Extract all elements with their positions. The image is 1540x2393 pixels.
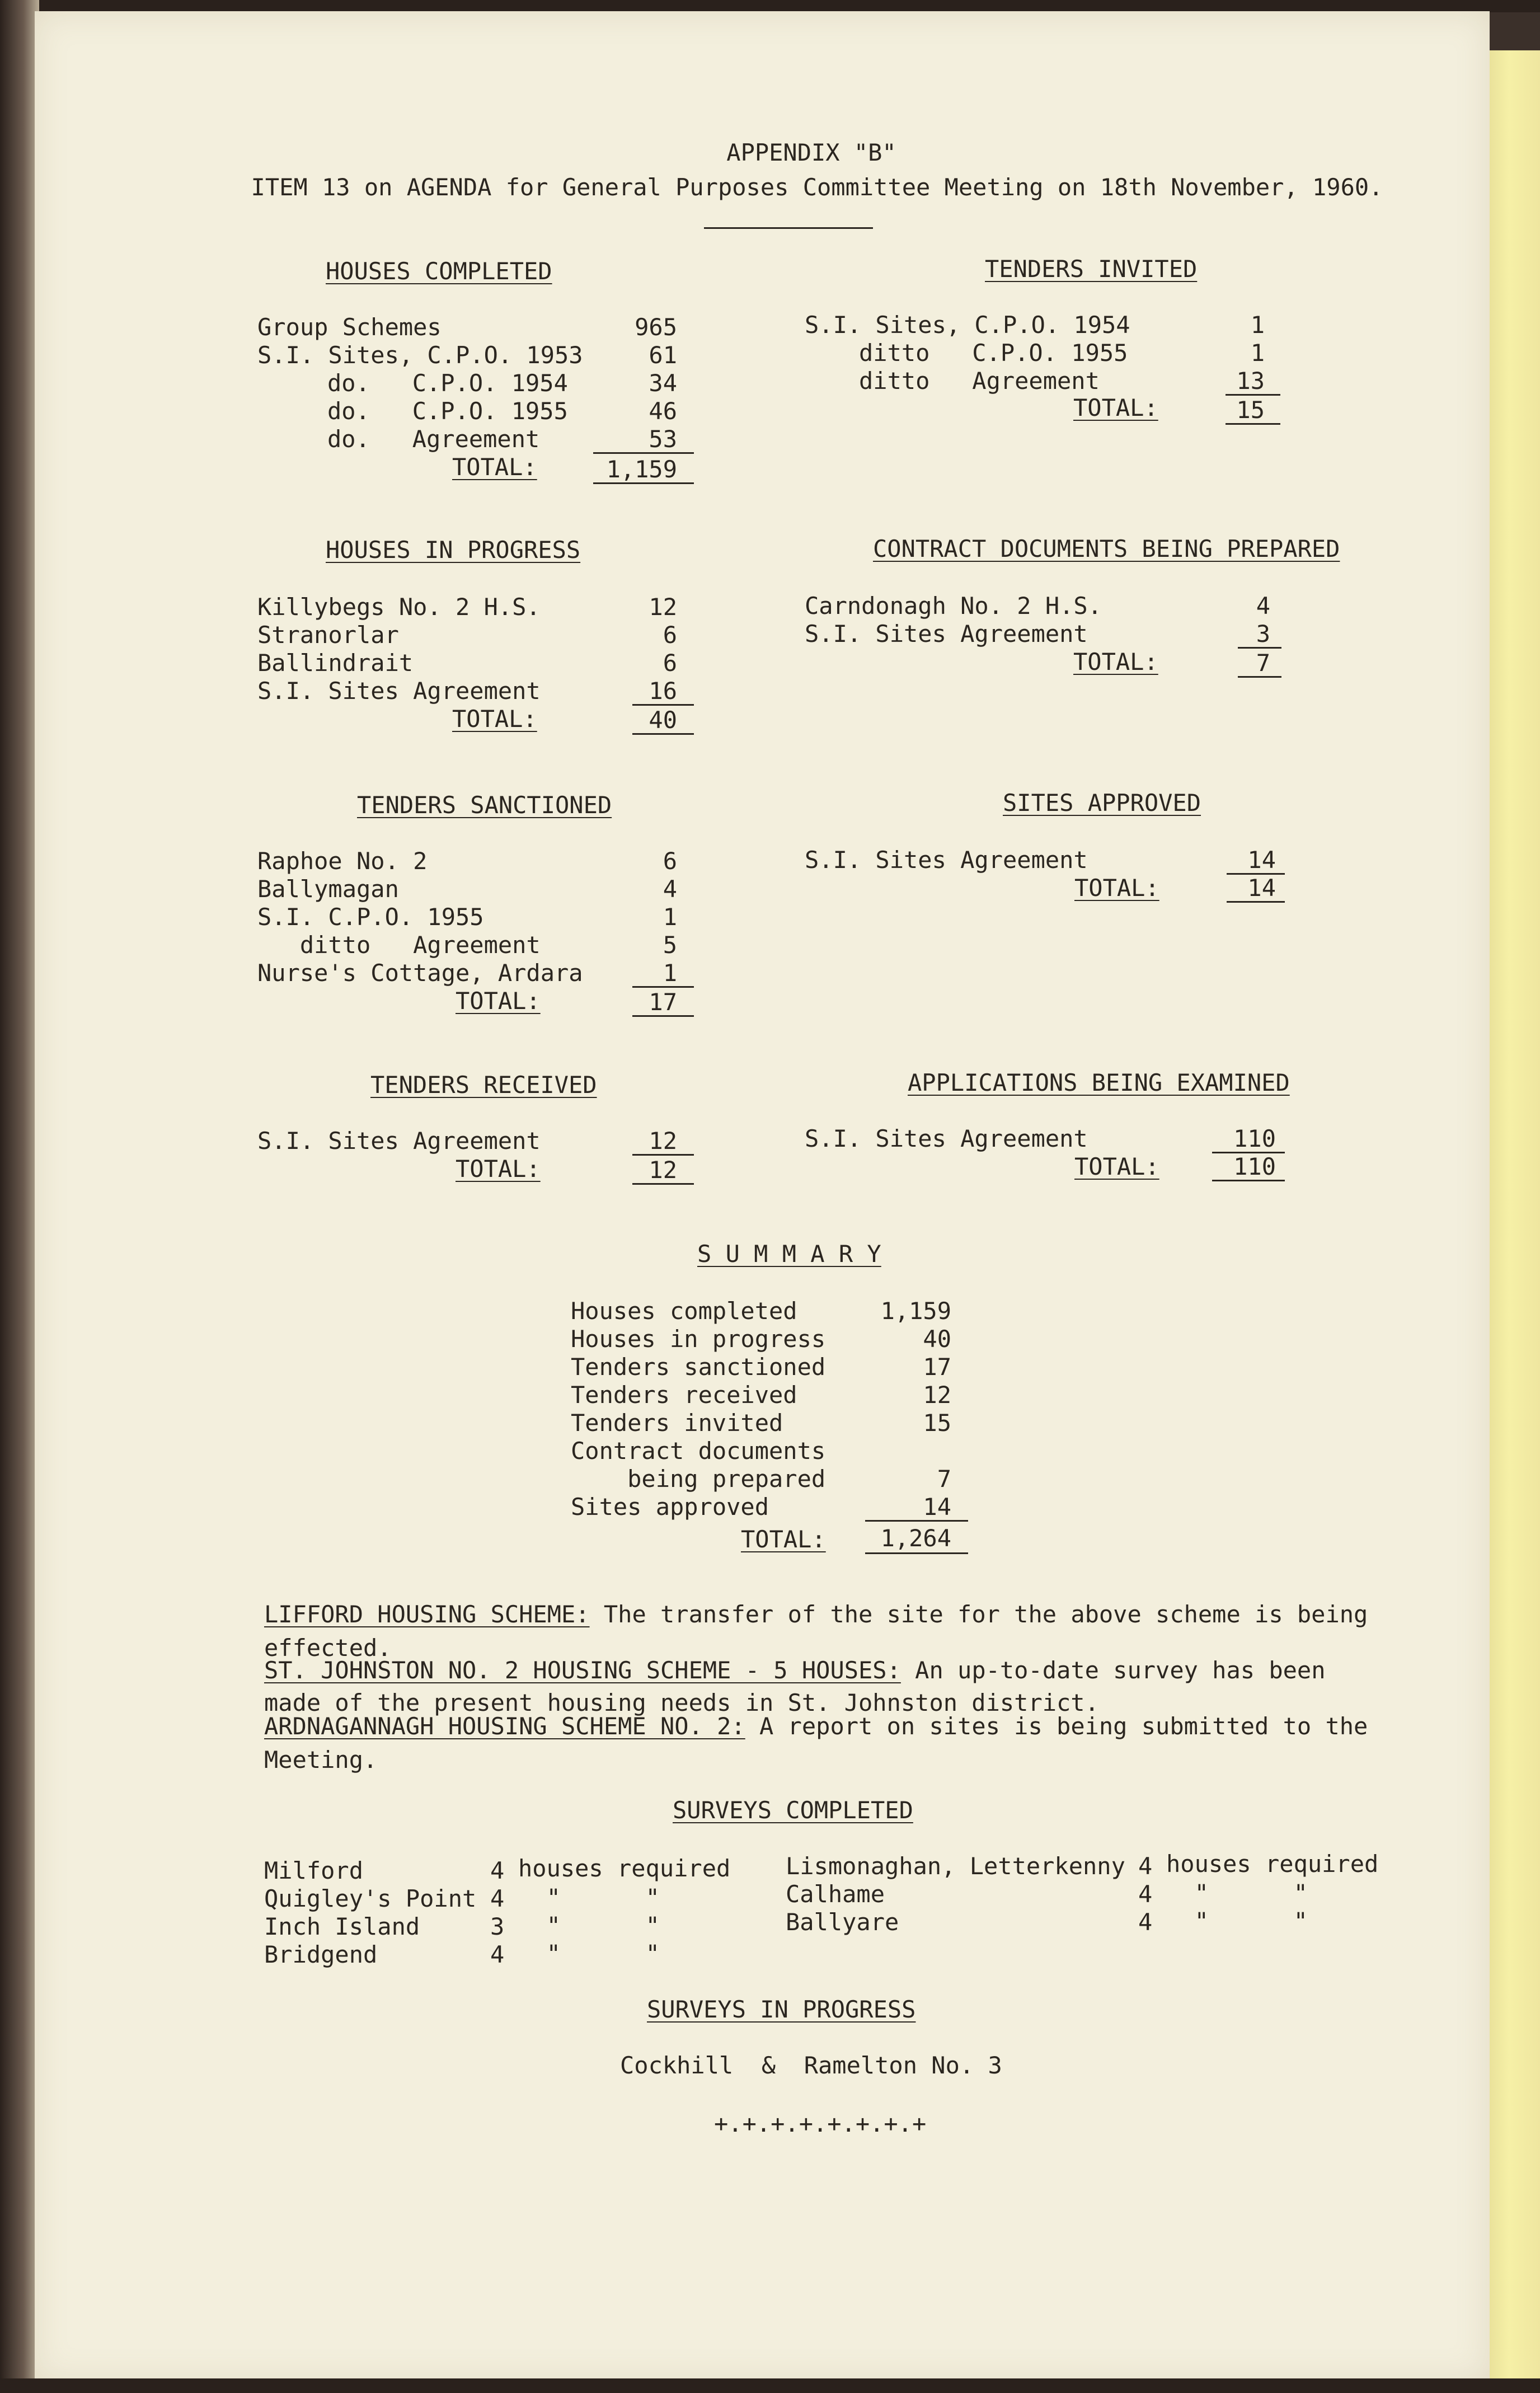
table-row-label: S.I. Sites, C.P.O. 1954: [805, 311, 1130, 339]
table-row-label: S.I. Sites Agreement: [257, 677, 541, 705]
houses-completed-heading: HOUSES COMPLETED: [326, 257, 552, 285]
subtotal-rule: [632, 704, 694, 706]
table-row-value: 1: [663, 903, 677, 931]
table-row-label: S.I. Sites Agreement: [257, 1127, 541, 1155]
total-rule: [1238, 676, 1281, 678]
tenders-received-heading: TENDERS RECEIVED: [370, 1071, 597, 1099]
table-row-value: 1,159: [880, 1297, 951, 1325]
table-row-value: 12: [923, 1381, 951, 1409]
ardnagannagh-note-title: ARDNAGANNAGH HOUSING SCHEME NO. 2:: [264, 1712, 745, 1740]
table-row-value: 4: [1256, 592, 1270, 620]
table-row-label: S.I. Sites Agreement: [805, 620, 1088, 647]
table-row-value: 1: [1250, 311, 1265, 339]
survey-count: 4: [490, 1941, 505, 1968]
st-johnston-note-line: [264, 1657, 1325, 1685]
table-row-value: 1: [1250, 339, 1265, 367]
total-label: TOTAL:: [456, 1155, 541, 1183]
table-row-label: Tenders received: [571, 1381, 797, 1409]
tenders-sanctioned-heading: TENDERS SANCTIONED: [357, 791, 612, 819]
table-row-label: S.I. Sites Agreement: [805, 846, 1088, 874]
survey-count: 4: [490, 1857, 505, 1884]
total-value: 7: [1256, 649, 1270, 677]
table-row-label: Houses in progress: [571, 1325, 826, 1353]
table-row-label: do. Agreement: [327, 425, 540, 453]
total-value: 1,159: [606, 456, 677, 483]
table-row-value: 3: [1256, 620, 1270, 647]
table-row-value: 61: [649, 341, 677, 369]
survey-place: Ballyare: [786, 1908, 899, 1936]
total-label: TOTAL:: [1073, 648, 1158, 675]
total-rule: [1226, 423, 1280, 425]
survey-count: 4: [1138, 1908, 1153, 1936]
total-rule: [632, 1015, 694, 1017]
lifford-note-text-cont: effected.: [264, 1634, 392, 1662]
table-row-value: 17: [923, 1353, 951, 1381]
total-rule: [632, 1183, 694, 1185]
ardnagannagh-note-text: A report on sites is being submitted to the: [745, 1712, 1368, 1740]
table-row-label: Stranorlar: [257, 621, 399, 649]
table-row-label: Ballymagan: [257, 875, 399, 903]
total-value: 17: [649, 988, 677, 1016]
total-value: 40: [649, 706, 677, 734]
total-value: 12: [649, 1156, 677, 1184]
table-row-value: 15: [923, 1409, 951, 1437]
total-rule: [632, 733, 694, 735]
table-row-label: Sites approved: [571, 1493, 769, 1521]
surveys-in-progress-text: Cockhill & Ramelton No. 3: [620, 2052, 1002, 2079]
ardnagannagh-note-line: [264, 1712, 1368, 1740]
table-row-value: 12: [649, 1127, 677, 1155]
table-row-value: 6: [663, 649, 677, 677]
lifford-note-line: [264, 1601, 1368, 1629]
st-johnston-note-title: ST. JOHNSTON NO. 2 HOUSING SCHEME - 5 HOUSES:: [264, 1657, 901, 1684]
survey-unit: " ": [518, 1940, 660, 1967]
table-row-value: 14: [1247, 846, 1276, 874]
end-mark: +.+.+.+.+.+.+.+: [714, 2110, 927, 2137]
survey-count: 4: [490, 1885, 505, 1912]
applications-examined-heading: APPLICATIONS BEING EXAMINED: [908, 1069, 1290, 1096]
table-row-label: do. C.P.O. 1954: [327, 369, 568, 397]
total-rule: [1227, 901, 1285, 903]
table-row-value: 40: [923, 1325, 951, 1353]
table-row-value: 7: [937, 1465, 951, 1493]
subtotal-rule: [632, 986, 694, 988]
total-rule: [865, 1552, 968, 1554]
table-row-value: 13: [1236, 367, 1265, 395]
tenders-invited-heading: TENDERS INVITED: [985, 255, 1198, 283]
survey-count: 3: [490, 1913, 505, 1940]
table-row-value: 53: [649, 425, 677, 453]
survey-place: Milford: [264, 1857, 364, 1884]
header-divider: [704, 227, 873, 229]
table-row-label: Ballindrait: [257, 649, 414, 677]
houses-in-progress-heading: HOUSES IN PROGRESS: [326, 536, 581, 564]
table-row-value: 34: [649, 369, 677, 397]
table-row-label: Group Schemes: [257, 313, 442, 341]
survey-place: Bridgend: [264, 1941, 378, 1968]
subtotal-rule: [865, 1520, 968, 1522]
total-rule: [593, 482, 694, 484]
table-row-value: 4: [663, 875, 677, 903]
total-label: TOTAL:: [1073, 394, 1158, 421]
survey-unit: " ": [1166, 1879, 1308, 1907]
sites-approved-heading: SITES APPROVED: [1003, 789, 1201, 817]
table-row-label: S.I. C.P.O. 1955: [257, 903, 484, 931]
subtotal-rule: [593, 452, 694, 454]
survey-count: 4: [1138, 1880, 1153, 1908]
table-row-value: 5: [663, 931, 677, 959]
survey-unit: " ": [1166, 1907, 1308, 1935]
table-row-label: Contract documents: [571, 1437, 826, 1465]
table-row-value: 6: [663, 621, 677, 649]
surveys-completed-heading: SURVEYS COMPLETED: [673, 1796, 913, 1824]
table-row-value: 46: [649, 397, 677, 425]
table-row-label: Tenders invited: [571, 1409, 783, 1437]
total-label: TOTAL:: [1074, 1153, 1159, 1180]
survey-place: Calhame: [786, 1880, 885, 1908]
total-label: TOTAL:: [452, 705, 537, 733]
table-row-value: 12: [649, 593, 677, 621]
summary-heading: S U M M A R Y: [697, 1240, 881, 1268]
total-rule: [1212, 1180, 1285, 1181]
total-label: TOTAL:: [456, 987, 541, 1015]
surveys-in-progress-heading: SURVEYS IN PROGRESS: [647, 1996, 916, 2023]
table-row-label: Houses completed: [571, 1297, 797, 1325]
survey-place: Lismonaghan, Letterkenny: [786, 1852, 1125, 1880]
subtotal-rule: [1226, 394, 1280, 396]
table-row-label: Nurse's Cottage, Ardara: [257, 959, 583, 987]
table-row-value: 6: [663, 847, 677, 875]
table-row-value: 965: [635, 313, 677, 341]
total-label: TOTAL:: [1074, 874, 1159, 902]
total-value: 15: [1236, 396, 1265, 424]
lifford-note-text: The transfer of the site for the above scheme is being: [589, 1601, 1368, 1628]
st-johnston-note-text: An up-to-date survey has been: [900, 1657, 1326, 1684]
table-row-label: ditto Agreement: [257, 931, 541, 959]
table-row-label: Carndonagh No. 2 H.S.: [805, 592, 1102, 620]
survey-unit: " ": [518, 1912, 660, 1939]
total-value: 1,264: [880, 1524, 951, 1552]
table-row-value: 1: [663, 959, 677, 987]
total-label: TOTAL:: [741, 1526, 826, 1553]
agenda-item-line: ITEM 13 on AGENDA for General Purposes Committee Meeting on 18th November, 1960.: [251, 173, 1383, 201]
contract-documents-heading: CONTRACT DOCUMENTS BEING PREPARED: [873, 535, 1340, 562]
table-row-label: S.I. Sites Agreement: [805, 1125, 1088, 1152]
appendix-title: APPENDIX "B": [726, 139, 896, 166]
table-row-label: do. C.P.O. 1955: [327, 397, 568, 425]
table-row-value: 110: [1233, 1125, 1276, 1152]
table-row-label: S.I. Sites, C.P.O. 1953: [257, 341, 583, 369]
table-row-label: being prepared: [571, 1465, 826, 1493]
subtotal-rule: [632, 1154, 694, 1156]
survey-place: Inch Island: [264, 1913, 420, 1940]
survey-place: Quigley's Point: [264, 1885, 477, 1912]
st-johnston-note-text-cont: made of the present housing needs in St. Johnston district.: [264, 1689, 1099, 1716]
table-row-label: Killybegs No. 2 H.S.: [257, 593, 541, 621]
total-value: 110: [1233, 1153, 1276, 1180]
survey-unit: houses required: [1166, 1850, 1379, 1878]
ardnagannagh-note-text-cont: Meeting.: [264, 1746, 378, 1773]
table-row-value: 14: [923, 1493, 951, 1521]
table-row-label: ditto C.P.O. 1955: [859, 339, 1128, 367]
survey-unit: " ": [518, 1884, 660, 1911]
survey-unit: houses required: [518, 1855, 731, 1882]
table-row-label: Tenders sanctioned: [571, 1353, 826, 1381]
table-row-label: Raphoe No. 2: [257, 847, 428, 875]
table-row-value: 16: [649, 677, 677, 705]
survey-count: 4: [1138, 1852, 1153, 1880]
total-value: 14: [1247, 874, 1276, 902]
lifford-note-title: LIFFORD HOUSING SCHEME:: [264, 1601, 590, 1628]
table-row-label: ditto Agreement: [859, 367, 1100, 395]
total-label: TOTAL:: [452, 453, 537, 481]
subtotal-rule: [1238, 647, 1281, 649]
